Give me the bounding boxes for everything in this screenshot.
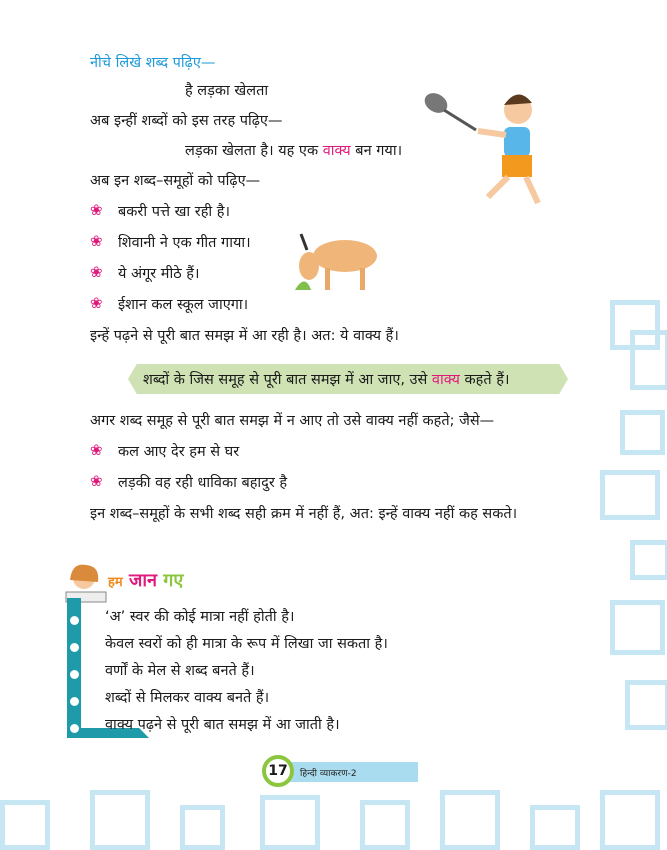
book-title: हिन्दी व्याकरण-2 — [300, 769, 357, 779]
sentence-example: लड़का खेलता है। यह एक वाक्य बन गया। — [185, 143, 403, 159]
jumbled-words: है लड़का खेलता — [185, 83, 269, 99]
flower-bullet-icon: ❀ — [90, 263, 103, 281]
boy-badminton-illustration — [418, 85, 558, 210]
list-item: वर्णों के मेल से शब्द बनते हैं। — [105, 663, 255, 679]
list-item: शब्दों से मिलकर वाक्य बनते हैं। — [105, 690, 270, 706]
section-heading: नीचे लिखे शब्द पढ़िए— — [90, 55, 216, 71]
goat-illustration — [285, 228, 385, 298]
flower-bullet-icon: ❀ — [90, 441, 103, 459]
list-item: वाक्य पढ़ने से पूरी बात समझ में आ जाती है। — [105, 717, 340, 733]
instruction-text: अब इन शब्द–समूहों को पढ़िए— — [90, 173, 261, 189]
flower-bullet-icon: ❀ — [90, 201, 103, 219]
list-item: ये अंगूर मीठे हैं। — [118, 266, 200, 282]
list-item: लड़की वह रही धाविका बहादुर है — [118, 475, 288, 491]
bullet-icon — [70, 670, 79, 679]
bullet-icon — [70, 643, 79, 652]
flower-bullet-icon: ❀ — [90, 294, 103, 312]
flower-bullet-icon: ❀ — [90, 472, 103, 490]
list-item: केवल स्वरों को ही मात्रा के रूप में लिखा जा सकता है। — [105, 636, 388, 652]
bullet-icon — [70, 697, 79, 706]
explanation-text: इन्हें पढ़ने से पूरी बात समझ में आ रही है। अत: ये वाक्य हैं। — [90, 328, 399, 344]
list-item: ‘अ’ स्वर की कोई मात्रा नहीं होती है। — [105, 609, 295, 625]
bullet-icon — [70, 724, 79, 733]
definition-text: शब्दों के जिस समूह से पूरी बात समझ में आ जाए, उसे वाक्य कहते हैं। — [143, 372, 510, 388]
instruction-text: अब इन्हीं शब्दों को इस तरह पढ़िए— — [90, 113, 283, 129]
explanation-text: अगर शब्द समूह से पूरी बात समझ में न आए तो उसे वाक्य नहीं कहते; जैसे— — [90, 413, 495, 429]
bullet-icon — [70, 616, 79, 625]
explanation-text: इन शब्द–समूहों के सभी शब्द सही क्रम में नहीं हैं, अत: इन्हें वाक्य नहीं कह सकते। — [90, 506, 518, 522]
list-item: बकरी पत्ते खा रही है। — [118, 204, 230, 220]
list-item: शिवानी ने एक गीत गाया। — [118, 235, 251, 251]
list-item: ईशान कल स्कूल जाएगा। — [118, 297, 249, 313]
learned-title: हम जान गए — [108, 570, 184, 591]
flower-bullet-icon: ❀ — [90, 232, 103, 250]
page-number: 17 — [262, 755, 294, 787]
list-item: कल आए देर हम से घर — [118, 444, 240, 460]
